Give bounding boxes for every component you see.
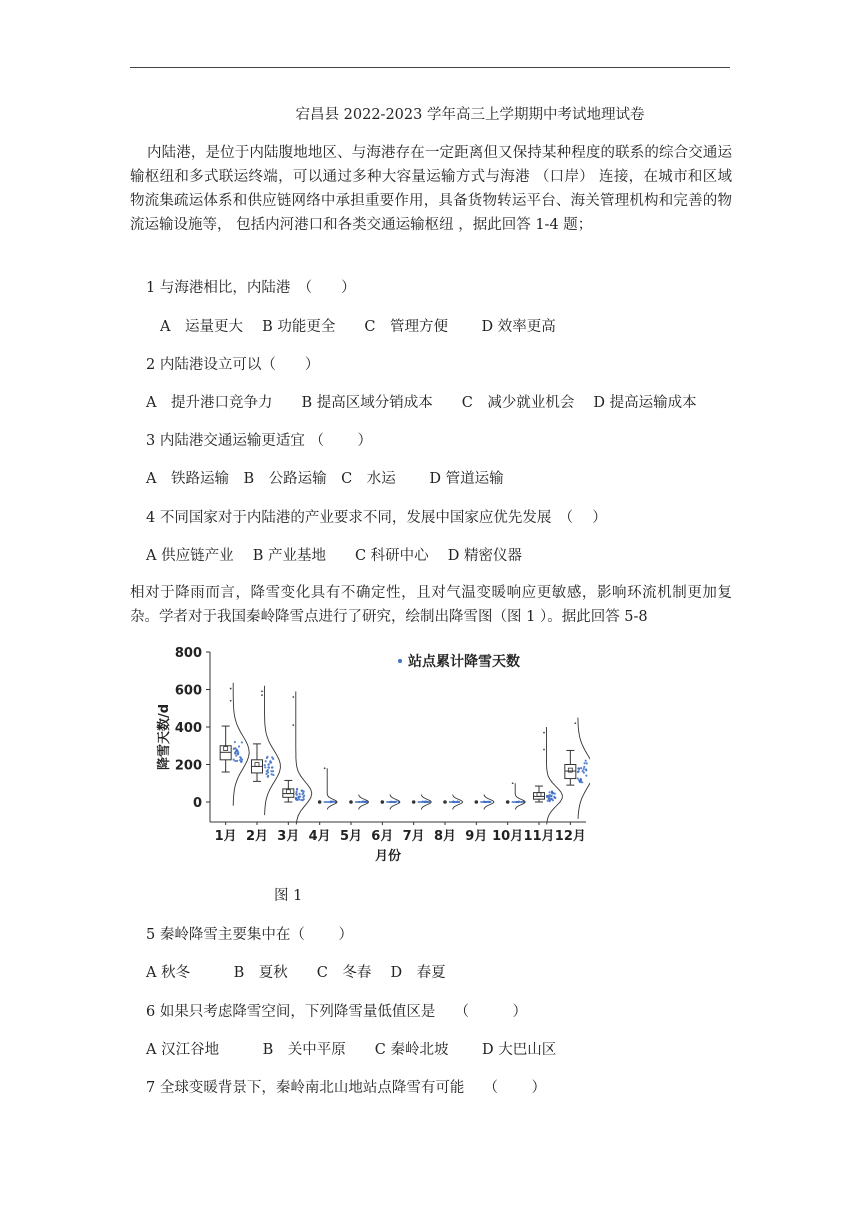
data-point xyxy=(241,741,243,743)
data-point xyxy=(578,779,580,781)
data-point xyxy=(267,771,269,773)
data-point xyxy=(585,760,587,762)
data-point xyxy=(585,774,587,776)
data-point xyxy=(301,793,303,795)
snow-days-chart xyxy=(150,640,590,870)
x-tick-label: 1月 xyxy=(214,829,237,844)
data-point xyxy=(240,757,242,759)
data-point xyxy=(296,794,298,796)
outlier-point xyxy=(261,690,263,692)
question-4: 4 不同国家对于内陆港的产业要求不同，发展中国家应优先发展 （ ） xyxy=(146,510,607,526)
x-axis-label: 月份 xyxy=(374,849,402,864)
outlier-point xyxy=(230,700,232,702)
data-point xyxy=(236,749,238,751)
data-point xyxy=(268,763,270,765)
question-7: 7 全球变暖背景下，秦岭南北山地站点降雪有可能 （ ） xyxy=(146,1080,547,1096)
data-point xyxy=(580,778,582,780)
question-3-options: A 铁路运输 B 公路运输 C 水运 D 管道运输 xyxy=(146,471,504,487)
x-tick-label: 4月 xyxy=(308,829,331,844)
data-point xyxy=(582,770,584,772)
x-tick-label: 11月 xyxy=(523,829,555,844)
data-point xyxy=(238,745,240,747)
x-tick-label: 12月 xyxy=(554,829,586,844)
outlier-point xyxy=(292,696,294,698)
median-point xyxy=(349,800,353,804)
page-title: 宕昌县 2022-2023 学年高三上学期期中考试地理试卷 xyxy=(295,107,645,123)
data-point xyxy=(549,791,551,793)
data-point xyxy=(265,760,267,762)
data-point xyxy=(236,760,238,762)
density-curve xyxy=(233,683,249,806)
y-tick-label: 0 xyxy=(192,796,202,811)
data-point xyxy=(548,798,550,800)
question-5: 5 秦岭降雪主要集中在（ ） xyxy=(146,927,353,943)
data-point xyxy=(577,777,579,779)
median-point xyxy=(475,800,479,804)
data-point xyxy=(271,766,273,768)
outlier-point xyxy=(324,767,326,769)
data-point xyxy=(240,761,242,763)
question-6: 6 如果只考虑降雪空间，下列降雪量低值区是 （ ） xyxy=(146,1004,527,1020)
outlier-point xyxy=(574,722,576,724)
x-tick-label: 6月 xyxy=(371,829,394,844)
data-point xyxy=(267,766,269,768)
x-tick-label: 10月 xyxy=(492,829,524,844)
data-point xyxy=(234,752,236,754)
data-point xyxy=(551,792,553,794)
legend-marker xyxy=(398,659,402,663)
density-curve xyxy=(327,768,337,809)
data-point xyxy=(296,789,298,791)
intro-paragraph-1: 内陆港，是位于内陆腹地地区、与海港存在一定距离但又保持某种程度的联系的综合交通运输枢纽和多式联运终端，可以通过多种大容量运输方式与海港 （口岸） 连接，在城市和区域物流集疏运体系和供应链网络中承担重要作用，具备货物转运平台、海关管理机构和完善的物流运输设施等， 包括内河港口和各类交通运输枢纽 ，据此回答 1-4 题； xyxy=(130,145,732,233)
data-point xyxy=(583,768,585,770)
data-point xyxy=(547,795,549,797)
data-point xyxy=(265,773,267,775)
data-point xyxy=(296,791,298,793)
question-2-options: A 提升港口竞争力 B 提高区域分销成本 C 减少就业机会 D 提高运输成本 xyxy=(146,395,697,411)
data-point xyxy=(267,769,269,771)
data-point xyxy=(300,799,302,801)
data-point xyxy=(264,766,266,768)
data-point xyxy=(554,797,556,799)
y-axis-label: 降雪天数/d xyxy=(157,703,172,771)
data-point xyxy=(549,800,551,802)
question-1-options: A 运量更大 B 功能更全 C 管理方便 D 效率更高 xyxy=(160,319,556,335)
question-5-options: A 秋冬 B 夏秋 C 冬春 D 春夏 xyxy=(146,965,446,981)
data-point xyxy=(586,762,588,764)
data-point xyxy=(271,756,273,758)
data-point xyxy=(272,770,274,772)
data-point xyxy=(550,798,552,800)
density-curve xyxy=(296,691,312,824)
question-4-options: A 供应链产业 B 产业基地 C 科研中心 D 精密仪器 xyxy=(146,548,522,564)
data-point xyxy=(266,757,268,759)
data-point xyxy=(264,764,266,766)
outlier-point xyxy=(512,782,514,784)
data-point xyxy=(300,790,302,792)
density-curve xyxy=(547,727,563,825)
median-point xyxy=(381,800,385,804)
x-tick-label: 9月 xyxy=(465,829,488,844)
outlier-point xyxy=(543,749,545,751)
y-tick-label: 600 xyxy=(174,683,202,699)
data-point xyxy=(583,766,585,768)
data-point xyxy=(578,768,580,770)
data-point xyxy=(580,767,582,769)
question-1: 1 与海港相比，内陆港 （ ） xyxy=(146,280,356,296)
x-tick-label: 2月 xyxy=(245,829,269,844)
data-point xyxy=(577,771,579,773)
density-curve xyxy=(515,783,525,809)
header-rule xyxy=(130,67,730,68)
median-point xyxy=(506,800,510,804)
outlier-point xyxy=(230,688,232,690)
data-point xyxy=(235,755,237,757)
data-point xyxy=(237,753,239,755)
outlier-point xyxy=(292,724,294,726)
data-point xyxy=(270,761,272,763)
data-point xyxy=(585,769,587,771)
data-point xyxy=(297,797,299,799)
intro-paragraph-2: 相对于降雨而言，降雪变化具有不确定性，且对气温变暖响应更敏感，影响环流机制更加复杂。学者对于我国秦岭降雪点进行了研究，绘制出降雪图（图 1 ）。据此回答 5-8 xyxy=(130,585,732,625)
density-curve xyxy=(265,686,281,815)
y-tick-label: 800 xyxy=(174,646,202,661)
data-point xyxy=(267,776,269,778)
data-point xyxy=(234,741,236,743)
data-point xyxy=(303,795,305,797)
x-tick-label: 5月 xyxy=(339,829,363,844)
median-point xyxy=(318,800,322,804)
median-point xyxy=(412,800,416,804)
data-point xyxy=(303,798,305,800)
data-point xyxy=(295,798,297,800)
median-point xyxy=(443,800,447,804)
question-6-options: A 汉江谷地 B 关中平原 C 秦岭北坡 D 大巴山区 xyxy=(146,1042,557,1058)
y-tick-label: 400 xyxy=(174,721,202,736)
data-point xyxy=(233,758,235,760)
question-3: 3 内陆港交通运输更适宜 （ ） xyxy=(146,433,373,449)
x-tick-label: 3月 xyxy=(277,829,300,844)
data-point xyxy=(271,773,273,775)
outlier-point xyxy=(261,694,263,696)
figure-caption: 图 1 xyxy=(274,888,303,904)
x-tick-label: 8月 xyxy=(433,829,457,844)
y-tick-label: 200 xyxy=(174,758,202,774)
data-point xyxy=(583,762,585,764)
outlier-point xyxy=(543,732,545,734)
data-point xyxy=(554,793,556,795)
legend-label: 站点累计降雪天数 xyxy=(408,654,520,670)
data-point xyxy=(298,793,300,795)
x-tick-label: 7月 xyxy=(402,829,425,844)
question-2: 2 内陆港设立可以（ ） xyxy=(146,357,320,373)
